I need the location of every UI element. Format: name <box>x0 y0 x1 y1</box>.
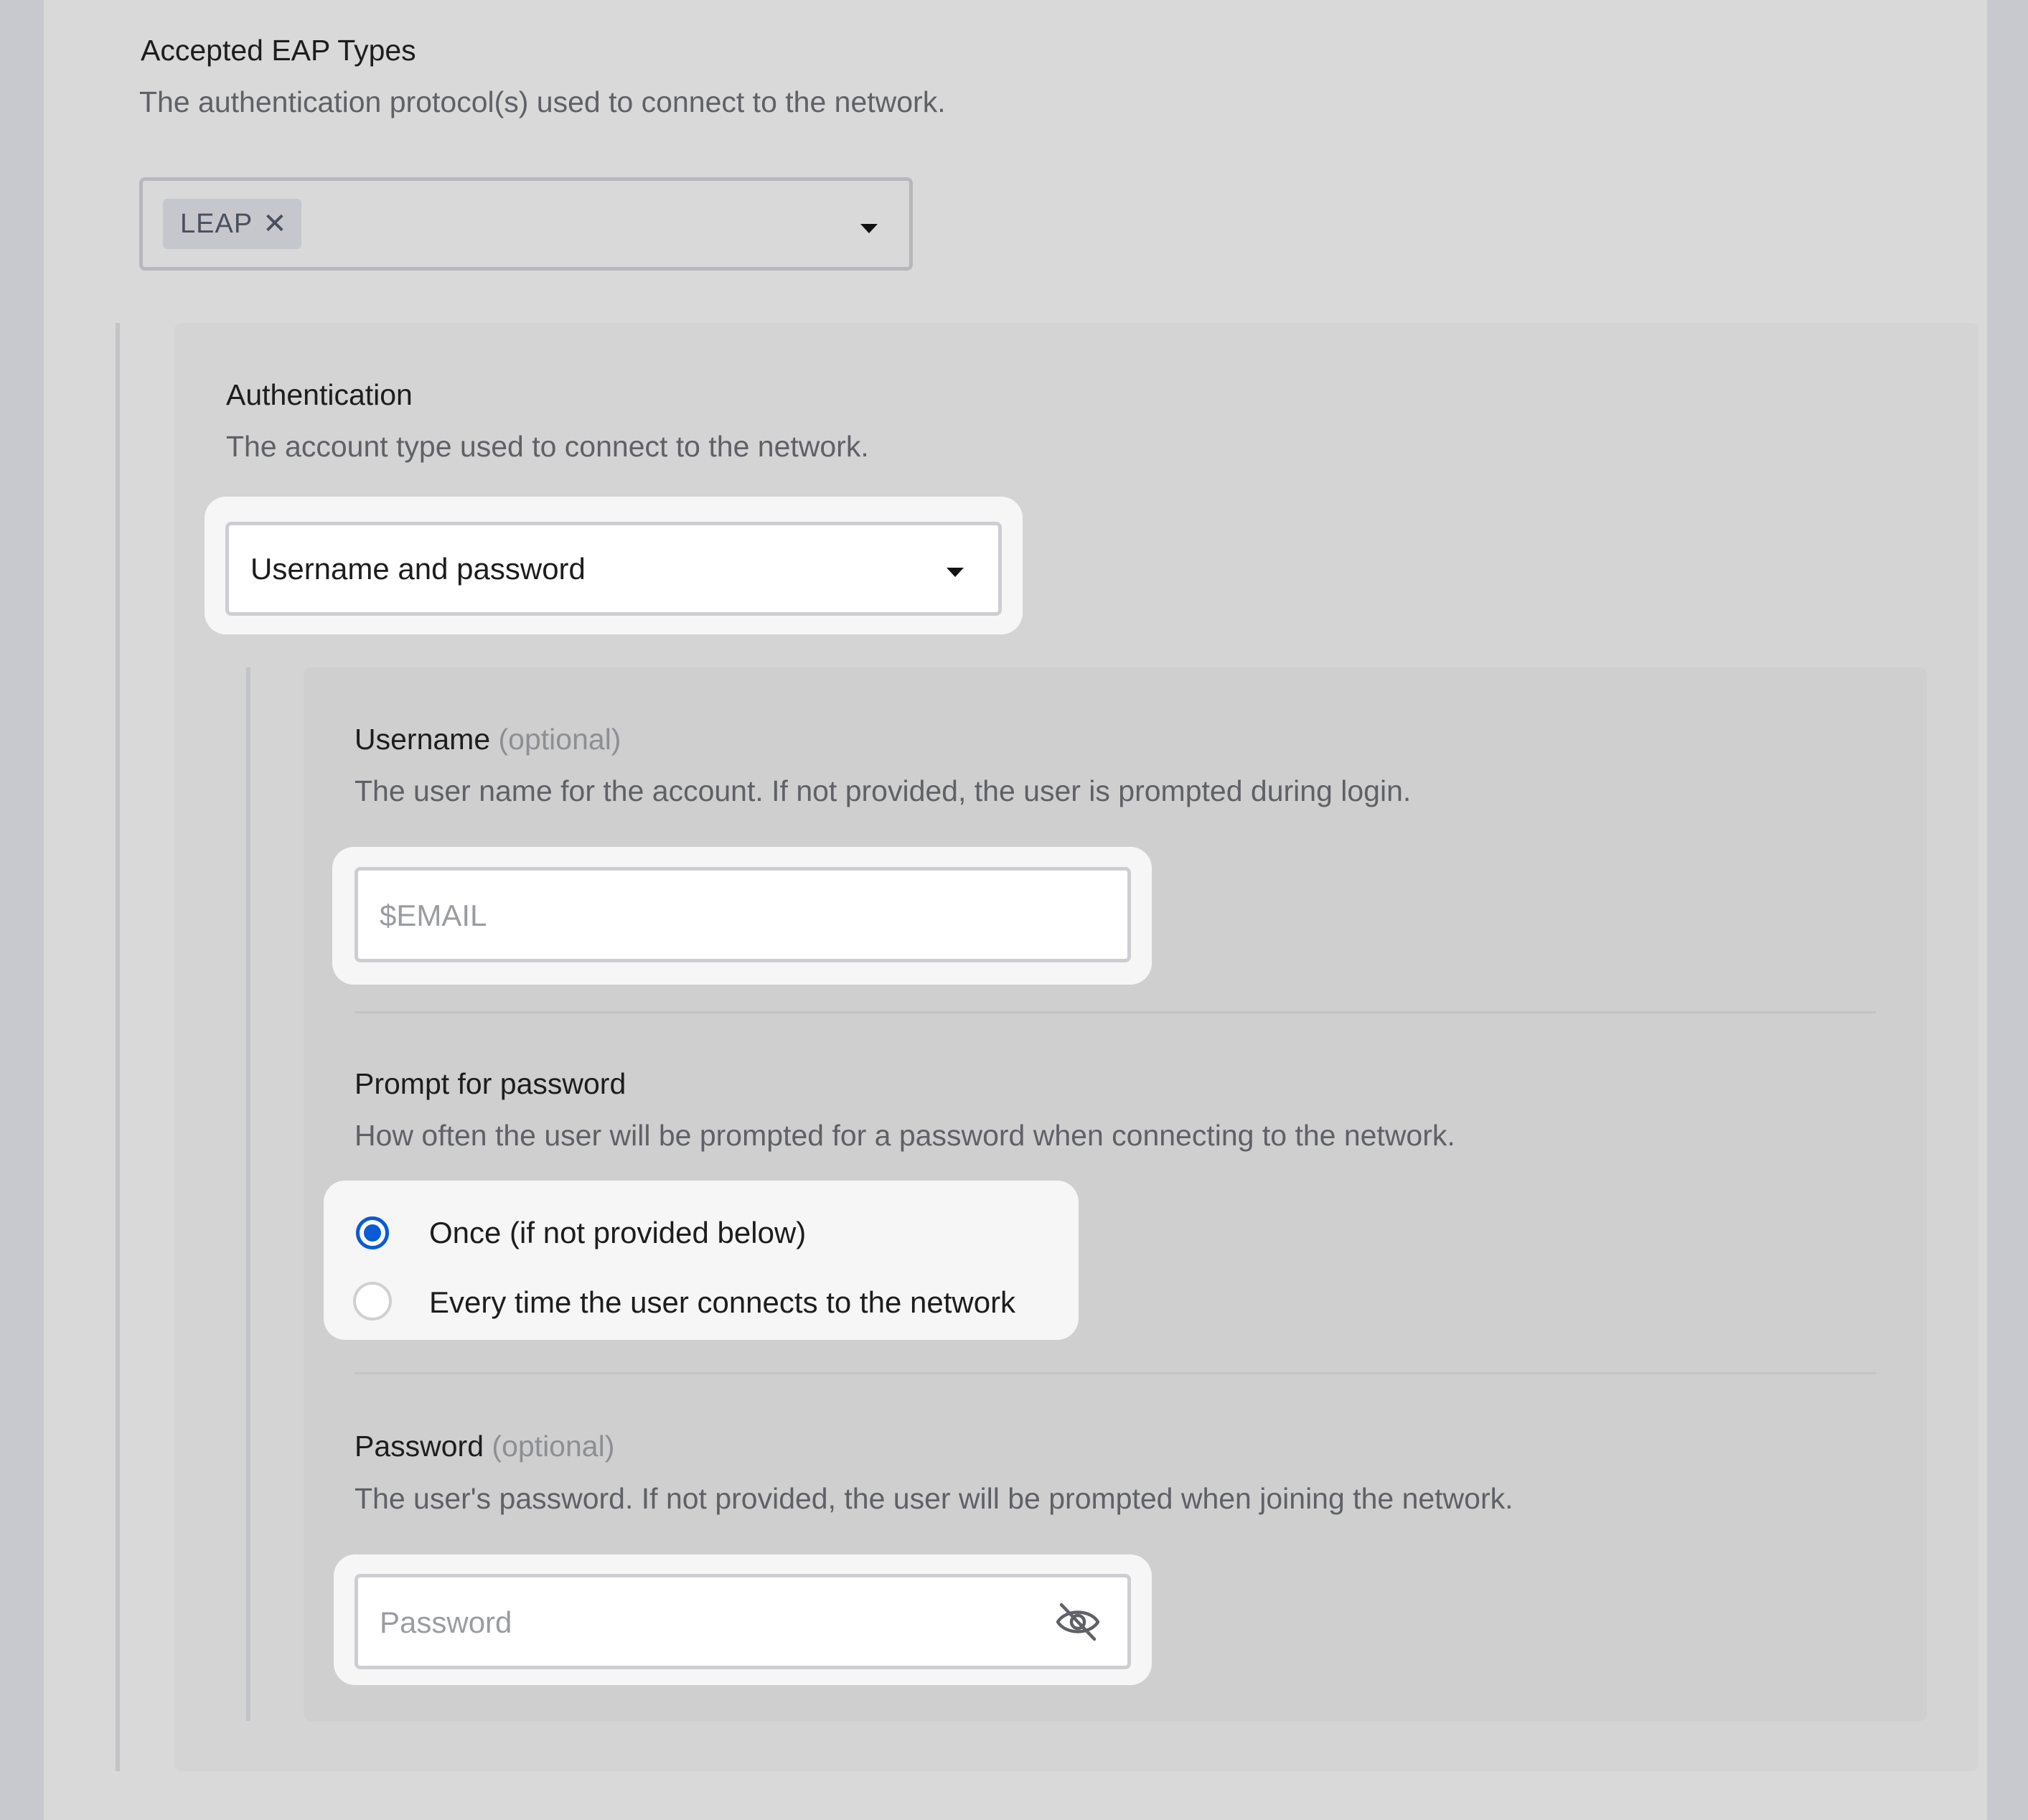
password-placeholder: Password <box>380 1605 512 1639</box>
divider <box>355 1011 1876 1013</box>
prompt-for-password-description: How often the user will be prompted for a password when connecting to the network. <box>355 1119 1455 1152</box>
password-description: The user's password. If not provided, the user will be prompted when joining the network. <box>355 1482 1513 1515</box>
radio-once[interactable] <box>356 1216 389 1249</box>
authentication-description: The account type used to connect to the network. <box>226 430 869 463</box>
password-label <box>355 1432 614 1461</box>
radio-once-label[interactable]: Once (if not provided below) <box>429 1216 807 1249</box>
authentication-label: Authentication <box>226 378 413 411</box>
password-input[interactable] <box>355 1574 1131 1669</box>
credentials-rail <box>246 667 250 1721</box>
radio-every-time-label[interactable]: Every time the user connects to the network <box>429 1285 1016 1319</box>
eap-types-description: The authentication protocol(s) used to connect to the network. <box>139 85 946 118</box>
prompt-for-password-label: Prompt for password <box>355 1067 626 1100</box>
eap-chip-label: LEAP <box>180 208 253 239</box>
form-panel <box>44 0 1987 1820</box>
divider <box>355 1372 1876 1374</box>
authentication-selected-value: Username and password <box>250 552 586 586</box>
password-optional-tag: (optional) <box>492 1430 615 1463</box>
eye-off-icon[interactable] <box>1054 1600 1102 1643</box>
username-label <box>355 725 621 754</box>
radio-every-time[interactable] <box>353 1282 392 1321</box>
username-label-text: Username <box>355 723 491 756</box>
username-input[interactable] <box>355 867 1131 962</box>
eap-types-label: Accepted EAP Types <box>141 34 416 67</box>
authentication-select[interactable] <box>225 522 1002 616</box>
username-optional-tag: (optional) <box>498 723 621 756</box>
close-icon[interactable]: ✕ <box>263 208 287 240</box>
eap-chip-leap <box>163 199 301 249</box>
eap-types-select[interactable] <box>139 177 913 271</box>
caret-down-icon[interactable] <box>860 224 878 233</box>
username-description: The user name for the account. If not provided, the user is prompted during login. <box>355 774 1412 807</box>
password-label-text: Password <box>355 1430 484 1463</box>
caret-down-icon[interactable] <box>947 568 964 577</box>
section-rail <box>116 323 120 1771</box>
username-placeholder: $EMAIL <box>380 899 487 932</box>
